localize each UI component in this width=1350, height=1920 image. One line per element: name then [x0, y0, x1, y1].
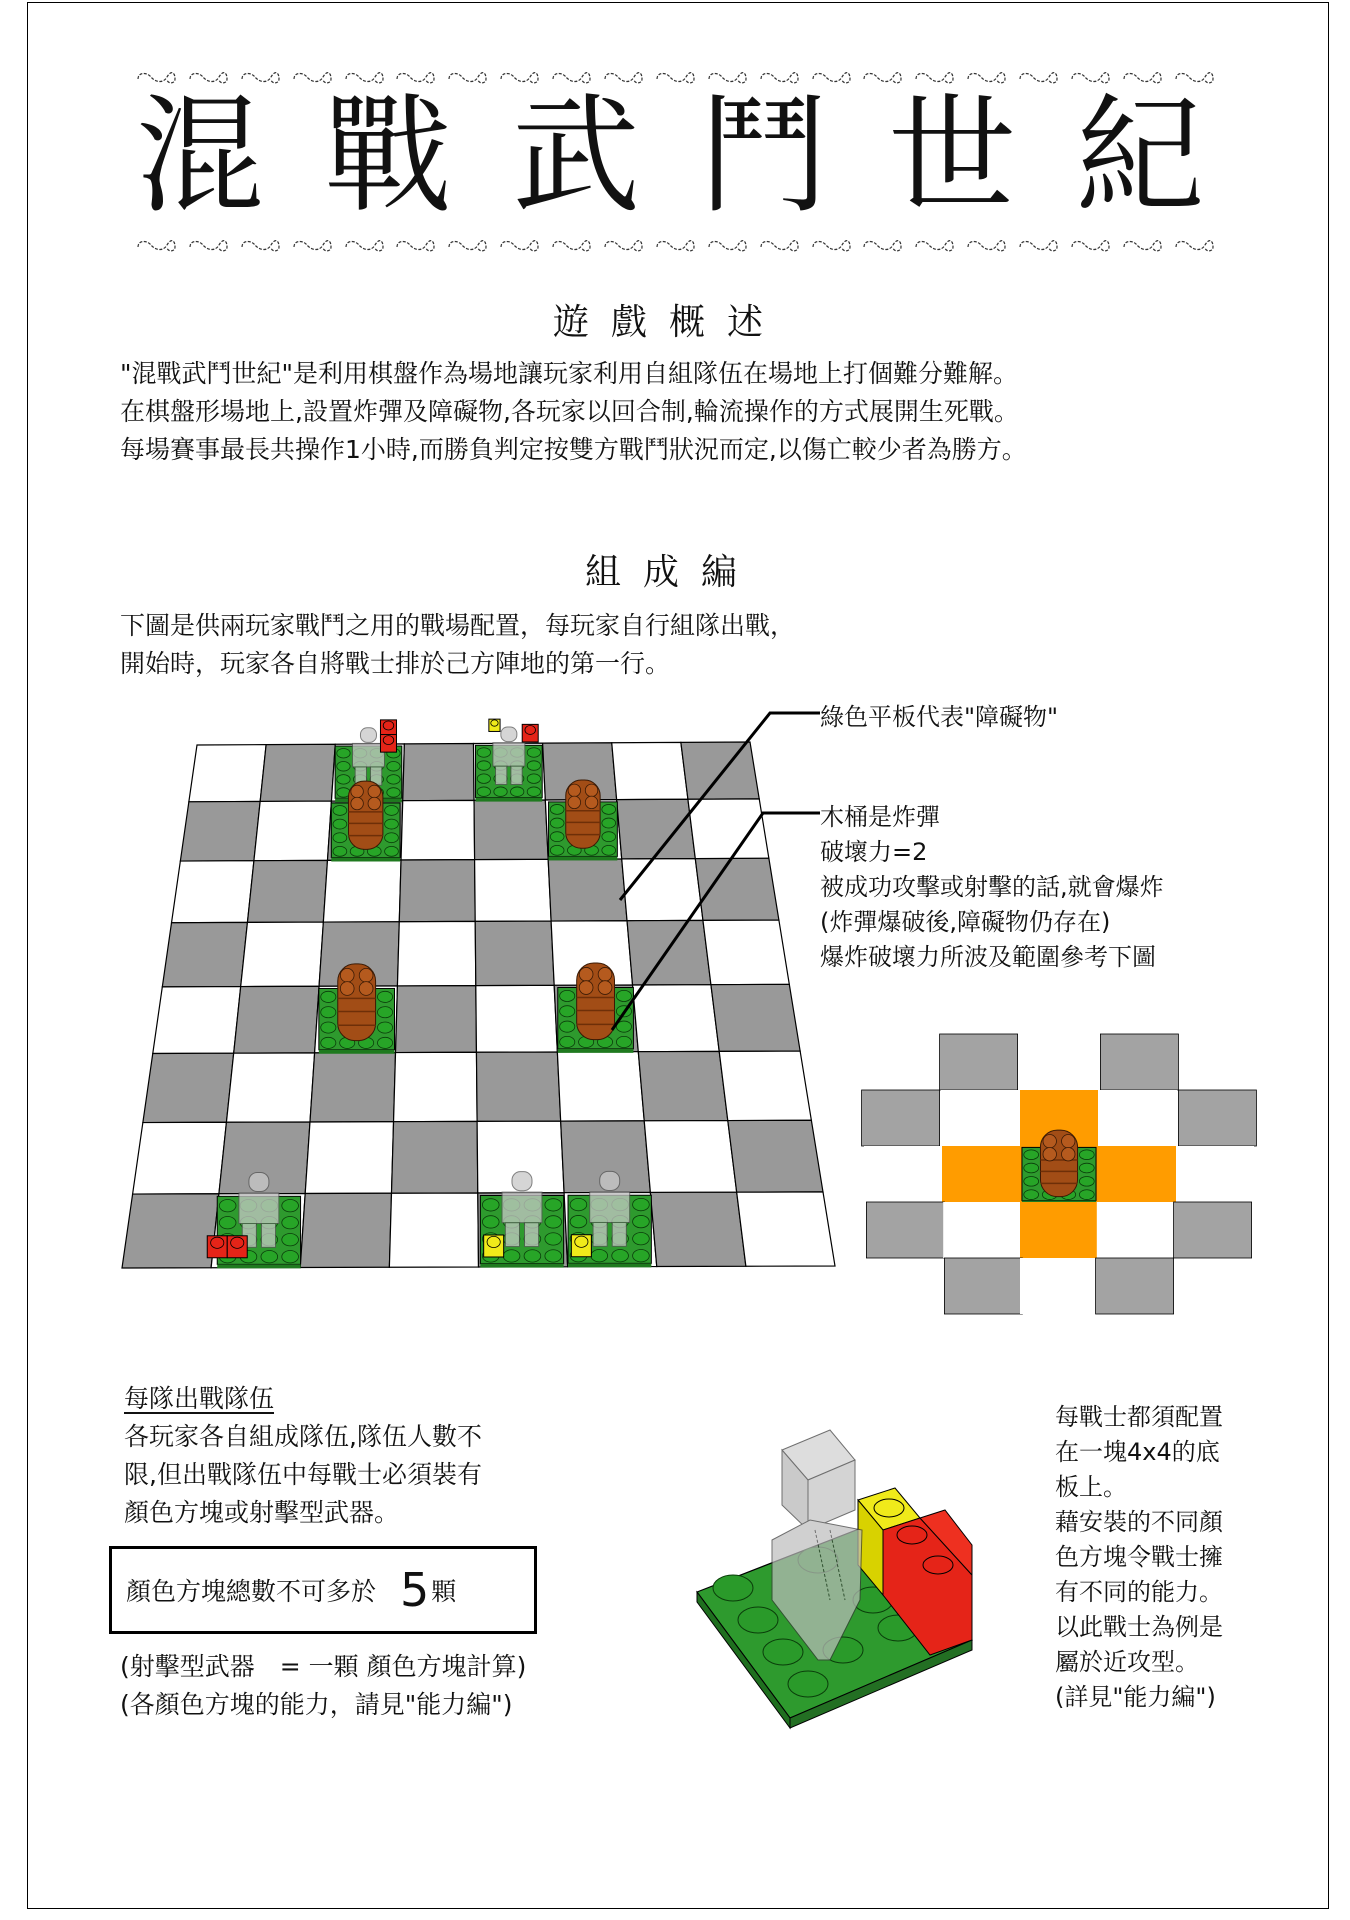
ornament-icon: [654, 236, 696, 254]
rule-number: 5: [400, 1563, 430, 1617]
ornament-icon: [1017, 236, 1059, 254]
ornament-icon: [291, 236, 333, 254]
team-note: (射擊型武器 = 一顆 顏色方塊計算): [120, 1652, 527, 1681]
ornament-icon: [1173, 236, 1215, 254]
overview-line: 每場賽事最長共操作1小時,而勝負判定按雙方戰鬥狀況而定,以傷亡較少者為勝方。: [120, 435, 1027, 464]
rule-suffix: 顆: [431, 1577, 457, 1606]
brick-limit-rule-box: [109, 1546, 537, 1634]
warrior-desc-line: 有不同的能力。: [1055, 1578, 1223, 1606]
title-char: 鬥: [699, 82, 828, 231]
title-char: 武: [511, 82, 640, 231]
ornament-icon: [135, 236, 177, 254]
warrior-desc-line: 屬於近攻型。: [1055, 1648, 1199, 1676]
ornament-icon: [343, 236, 385, 254]
ornament-icon: [550, 236, 592, 254]
ornament-icon: [810, 236, 852, 254]
overview-line: 在棋盤形場地上,設置炸彈及障礙物,各玩家以回合制,輪流操作的方式展開生死戰。: [120, 397, 1019, 426]
ornament-icon: [446, 68, 488, 86]
ornament-icon: [187, 236, 229, 254]
team-line: 顏色方塊或射擊型武器。: [124, 1498, 400, 1527]
ornament-icon: [446, 236, 488, 254]
composition-line: 下圖是供兩玩家戰鬥之用的戰場配置，每玩家自行組隊出戰，: [120, 611, 796, 640]
ornament-icon: [758, 236, 800, 254]
warrior-desc-line: 板上。: [1055, 1473, 1127, 1501]
ornament-icon: [706, 236, 748, 254]
bomb-annotation-line: 木桶是炸彈: [820, 803, 940, 831]
title-char: 世: [887, 82, 1016, 231]
warrior-desc-line: 色方塊令戰士擁: [1055, 1543, 1223, 1571]
obstacle-annotation: 綠色平板代表"障礙物": [820, 703, 1059, 731]
composition-line: 開始時，玩家各自將戰士排於己方陣地的第一行。: [120, 649, 671, 678]
ornament-icon: [965, 236, 1007, 254]
ornament-row-bottom: [135, 236, 1215, 258]
warrior-desc-line: 每戰士都須配置: [1055, 1403, 1223, 1431]
bomb-annotation-line: 破壞力=2: [820, 838, 928, 866]
team-line: 限,但出戰隊伍中每戰士必須裝有: [124, 1460, 482, 1489]
overview-line: "混戰武鬥世紀"是利用棋盤作為場地讓玩家利用自組隊伍在場地上打個難分難解。: [120, 359, 1019, 388]
title-char: 戰: [323, 82, 452, 231]
title-char: 混: [135, 82, 264, 231]
team-note: (各顏色方塊的能力，請見"能力編"): [120, 1690, 513, 1719]
bomb-annotation-line: 被成功攻擊或射擊的話,就會爆炸: [820, 873, 1164, 901]
ornament-icon: [861, 236, 903, 254]
warrior-desc-line: 在一塊4x4的底: [1055, 1438, 1220, 1466]
warrior-desc-line: 以此戰士為例是: [1055, 1613, 1223, 1641]
composition-heading: 組成編: [585, 552, 760, 593]
team-heading: 每隊出戰隊伍: [124, 1384, 275, 1413]
ornament-row-top: [135, 68, 1215, 90]
title-char: 紀: [1075, 82, 1204, 231]
ornament-icon: [913, 236, 955, 254]
ornament-icon: [1121, 236, 1163, 254]
ornament-icon: [394, 236, 436, 254]
ornament-icon: [1017, 68, 1059, 86]
rule-prefix: 顏色方塊總數不可多於: [126, 1577, 377, 1606]
ornament-icon: [498, 236, 540, 254]
ornament-icon: [602, 236, 644, 254]
ornament-icon: [654, 68, 696, 86]
page-title: [130, 82, 1210, 231]
warrior-desc-line: (詳見"能力編"): [1055, 1683, 1216, 1711]
ornament-icon: [1069, 236, 1111, 254]
bomb-annotation-line: 爆炸破壞力所波及範圍參考下圖: [820, 943, 1156, 971]
bomb-annotation-line: (炸彈爆破後,障礙物仍存在): [820, 908, 1111, 936]
overview-heading: 遊戲概述: [553, 302, 786, 343]
ornament-icon: [239, 236, 281, 254]
team-line: 各玩家各自組成隊伍,隊伍人數不: [124, 1422, 482, 1451]
warrior-desc-line: 藉安裝的不同顏: [1055, 1508, 1223, 1536]
